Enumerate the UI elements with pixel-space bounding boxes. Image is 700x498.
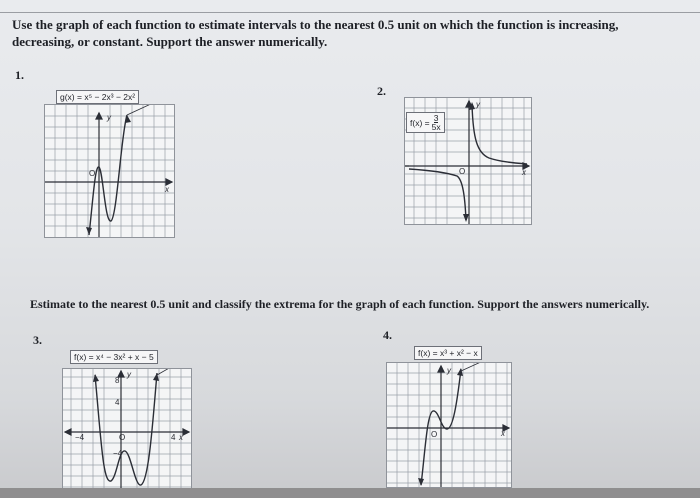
problem-4-y-label: y — [447, 366, 451, 375]
problem-3-y-label: y — [127, 370, 131, 379]
problem-1-plot — [45, 105, 174, 237]
problem-3-tick-y8: 8 — [115, 376, 120, 385]
problem-3-function-label: f(x) = x⁴ − 3x² + x − 5 — [70, 350, 158, 364]
problem-4-x-label: x — [501, 429, 505, 438]
problem-4-graph — [386, 362, 512, 488]
problem-2-function-label — [406, 112, 445, 133]
problem-1-x-label: x — [165, 185, 169, 194]
problem-2-number: 2. — [377, 84, 386, 98]
problem-2-x-label: x — [522, 168, 526, 177]
problem-3-tick-xneg4: −4 — [75, 433, 85, 442]
problem-1-y-label: y — [107, 113, 111, 122]
problem-4-plot — [387, 363, 511, 487]
problem-4-function-label: f(x) = x³ + x² − x — [414, 346, 482, 360]
problem-3-x-label: x — [179, 433, 183, 442]
instructions-part2: Estimate to the nearest 0.5 unit and classify the extrema for the graph of each function. Support the answers numerically. — [30, 297, 650, 311]
top-rule — [0, 12, 700, 13]
problem-1-origin: O — [89, 169, 96, 178]
problem-3-tick-yneg4: −4 — [113, 449, 123, 458]
problem-2-denominator: 5x — [431, 122, 441, 132]
problem-1-graph — [44, 104, 175, 238]
problem-4-origin: O — [431, 430, 438, 439]
problem-2-origin: O — [459, 167, 466, 176]
problem-1-number: 1. — [15, 68, 24, 82]
problem-2-fraction — [432, 114, 441, 131]
problem-2-y-label: y — [476, 100, 480, 109]
problem-2-numerator: 3 — [433, 113, 439, 123]
monitor-bezel — [0, 488, 700, 498]
instructions-part1: Use the graph of each function to estimate intervals to the nearest 0.5 unit on which the function is increasing, decreasing, or constant. Support the answer numerically. — [12, 17, 619, 49]
problem-3-number: 3. — [33, 333, 42, 347]
problem-4-number: 4. — [383, 328, 392, 342]
problem-1-function-label: g(x) = x⁵ − 2x³ − 2x² — [56, 90, 139, 104]
problem-3-plot — [63, 369, 191, 491]
problem-3-graph — [62, 368, 192, 492]
problem-3-origin: O — [119, 433, 126, 442]
problem-2-label-lhs: f(x) = — [410, 117, 430, 128]
problem-3-tick-y4: 4 — [115, 398, 120, 407]
problem-3-tick-x4: 4 — [171, 433, 176, 442]
